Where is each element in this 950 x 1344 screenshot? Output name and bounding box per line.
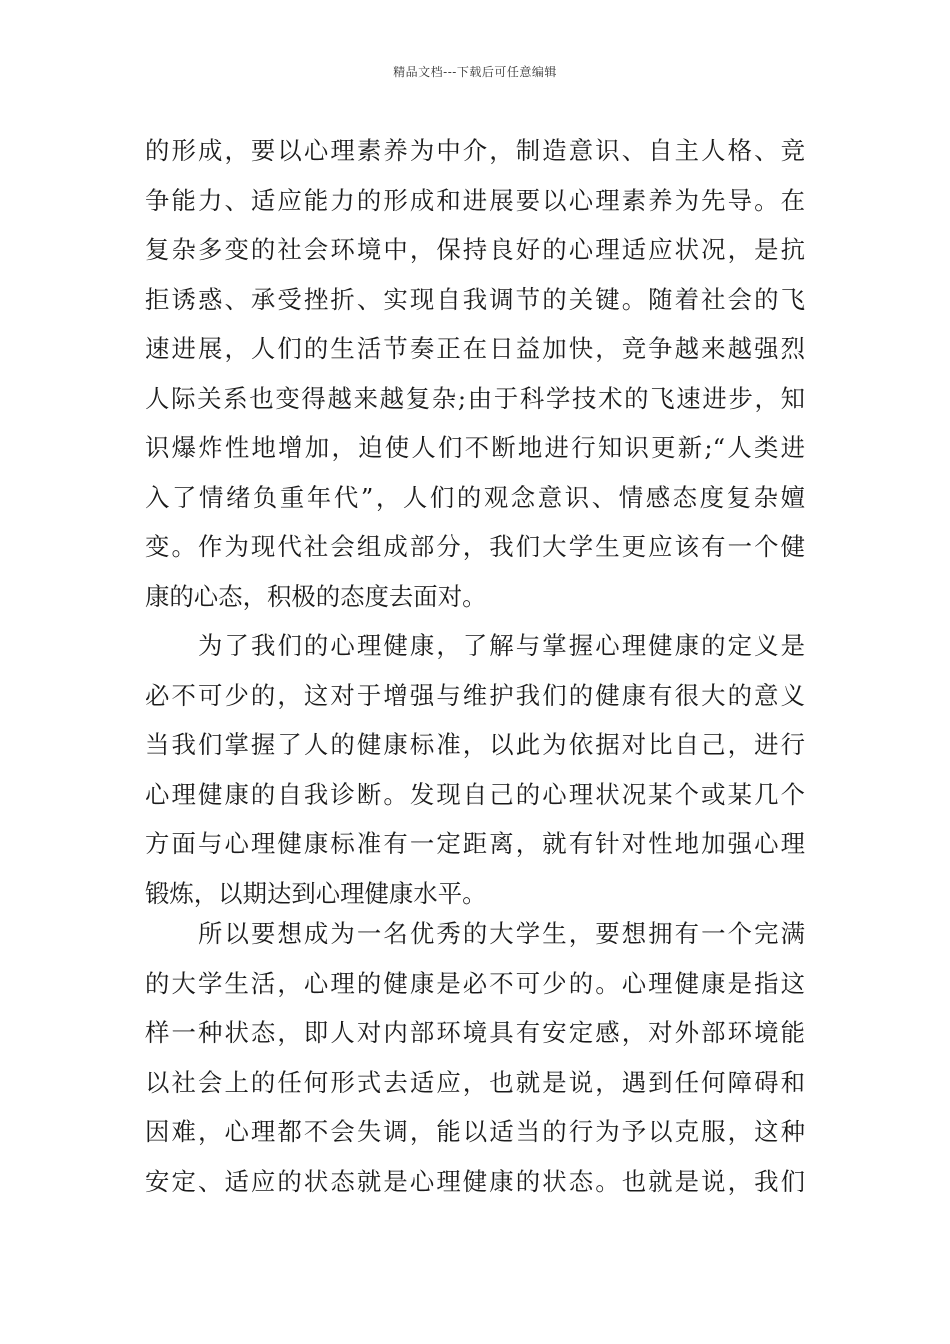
paragraph-line: 锻炼，以期达到心理健康水平。	[145, 878, 487, 908]
paragraph-line: 速进展，人们的生活节奏正在日益加快，竞争越来越强烈	[145, 334, 805, 363]
paragraph-line: 样一种状态，即人对内部环境具有安定感，对外部环境能	[145, 1018, 805, 1047]
paragraph-line: 心理健康的自我诊断。发现自己的心理状况某个或某几个	[145, 779, 805, 809]
paragraph-line: 安定、适应的状态就是心理健康的状态。也就是说，我们	[145, 1166, 805, 1196]
paragraph-line: 方面与心理健康标准有一定距离，就有针对性地加强心理	[145, 829, 805, 858]
paragraph-1	[145, 126, 805, 621]
paragraph-line: 康的心态，积极的态度去面对。	[145, 581, 487, 611]
paragraph-line: 的大学生活，心理的健康是必不可少的。心理健康是指这	[145, 968, 805, 998]
paragraph-line: 入了情绪负重年代”，人们的观念意识、情感态度复杂嬗	[145, 482, 805, 512]
paragraph-line: 人际关系也变得越来越复杂;由于科学技术的飞速进步，知	[145, 383, 805, 413]
paragraph-line: 的形成，要以心理素养为中介，制造意识、自主人格、竞	[145, 136, 805, 165]
paragraph-line: 变。作为现代社会组成部分，我们大学生更应该有一个健	[145, 532, 805, 561]
paragraph-line: 以社会上的任何形式去适应，也就是说，遇到任何障碍和	[145, 1067, 805, 1097]
paragraph-line: 识爆炸性地增加，迫使人们不断地进行知识更新;“人类进	[145, 433, 805, 462]
paragraph-line: 所以要想成为一名优秀的大学生，要想拥有一个完满	[198, 919, 805, 948]
paragraph-line: 为了我们的心理健康，了解与掌握心理健康的定义是	[198, 631, 805, 660]
page-header: 精品文档---下载后可任意编辑	[393, 65, 557, 79]
paragraph-line: 必不可少的，这对于增强与维护我们的健康有很大的意义	[145, 680, 805, 710]
paragraph-line: 因难，心理都不会失调，能以适当的行为予以克服，这种	[145, 1117, 805, 1146]
paragraph-line: 复杂多变的社会环境中，保持良好的心理适应状况，是抗	[145, 235, 805, 264]
paragraph-3	[145, 909, 805, 1206]
paragraph-line: 争能力、适应能力的形成和进展要以心理素养为先导。在	[145, 185, 805, 215]
paragraph-line: 当我们掌握了人的健康标准，以此为依据对比自己，进行	[145, 730, 805, 759]
paragraph-2	[145, 621, 805, 918]
paragraph-line: 拒诱惑、承受挫折、实现自我调节的关键。随着社会的飞	[145, 284, 805, 314]
